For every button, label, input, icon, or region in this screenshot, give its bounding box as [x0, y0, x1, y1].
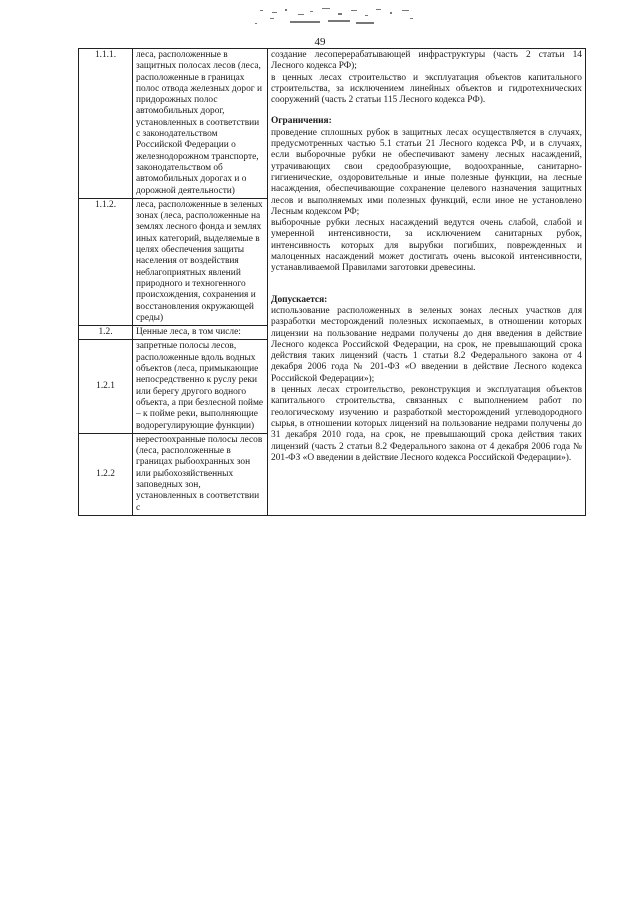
row-number: 1.2.: [79, 326, 133, 340]
row-description: запретные полосы лесов, расположенные вдоль водных объектов (леса, примыкающие непосредственно к руслу реки или берегу другого водного объекта, а при безлесной пойме – к пойме реки, выполняющие водорегулирующие функции): [133, 340, 268, 433]
regime-paragraph: выборочные рубки лесных насаждений ведутся очень слабой, слабой и умеренной интенсивности, за исключением санитарных рубок, интенсивность которых для вырубки погибших, поврежденных и малоценных насаждений может достигать очень высокой интенсивности, устанавливаемой Правилами заготовки древесины.: [271, 218, 582, 274]
regime-paragraph: проведение сплошных рубок в защитных лесах осуществляется в случаях, предусмотренных частью 5.1 статьи 21 Лесного кодекса РФ, и в случаях, если выборочные рубки не обеспечивают замену лесных насаждений, утрачивающих свои средообразующие, водоохранные, санитарно-гигиенические, оздоровительные и иные полезные функции, на лесные насаждения, обеспечивающие сохранение целевого назначения защитных лесов и выполняемых ими полезных функций, если иное не установлено Лесным кодексом РФ;: [271, 127, 582, 217]
row-description: Ценные леса, в том числе:: [133, 326, 268, 340]
regime-cell: [268, 49, 586, 516]
spacer: [271, 275, 582, 285]
row-description: нерестоохранные полосы лесов (леса, расположенные в границах рыбоохранных зон или рыбохозяйственных заповедных зон, установленных в соответствии с: [133, 433, 268, 515]
allowed-heading: Допускается:: [271, 294, 328, 305]
row-number: 1.2.2: [79, 433, 133, 515]
forest-regulations-table: [78, 48, 586, 516]
row-number: 1.1.2.: [79, 198, 133, 325]
row-description: леса, расположенные в защитных полосах лесов (леса, расположенные в границах полос отвода железных дорог и придорожных полос автомобильных дорог, установленных в соответствии с законодательством Российской Федерации о железнодорожном транспорте, законодательством об автомобильных дорогах и о дорожной деятельности): [133, 49, 268, 199]
table-row: [79, 49, 586, 199]
regime-paragraph: создание лесоперерабатывающей инфраструктуры (часть 2 статьи 14 Лесного кодекса РФ);: [271, 50, 582, 72]
row-number: 1.2.1: [79, 340, 133, 433]
row-number: 1.1.1.: [79, 49, 133, 199]
scan-noise: [250, 6, 430, 28]
regime-paragraph: в ценных лесах строительство, реконструкция и эксплуатация объектов капитального строительства, связанных с выполнением работ по геологическому изучению и разработкой месторождений углеводородного сырья, в отношении которых лицензий на пользование недрами получены до 31 декабря 2010 года, на срок, не превышающий срока действия таких лицензий (часть 2 статьи 8.2 Федерального закона от 4 декабря 2006 года № 201-ФЗ «О введении в действие Лесного кодекса Российской Федерации»).: [271, 385, 582, 463]
page-number: 49: [314, 36, 326, 48]
regime-paragraph: в ценных лесах строительство и эксплуатация объектов капитального строительства, за исключением линейных объектов и гидротехнических сооружений (часть 2 статьи 115 Лесного кодекса РФ).: [271, 72, 582, 106]
restrictions-heading: Ограничения:: [271, 116, 332, 127]
row-description: леса, расположенные в зеленых зонах (леса, расположенные на землях лесного фонда и землях иных категорий, выделяемые в целях обеспечения защиты населения от воздействия неблагоприятных явлений природного и техногенного происхождения, сохранения и восстановления окружающей среды): [133, 198, 268, 325]
regime-paragraph: использование расположенных в зеленых зонах лесных участков для разработки месторождений полезных ископаемых, в отношении которых лицензии на пользование недрами получены до дня введения в действие Лесного кодекса Российской Федерации, на срок, не превышающий срока действия таких лицензий (часть 1 статьи 8.2 Федерального закона от 4 декабря 2006 года № 201-ФЗ «О введении в действие Лесного кодекса Российской Федерации»);: [271, 305, 582, 384]
